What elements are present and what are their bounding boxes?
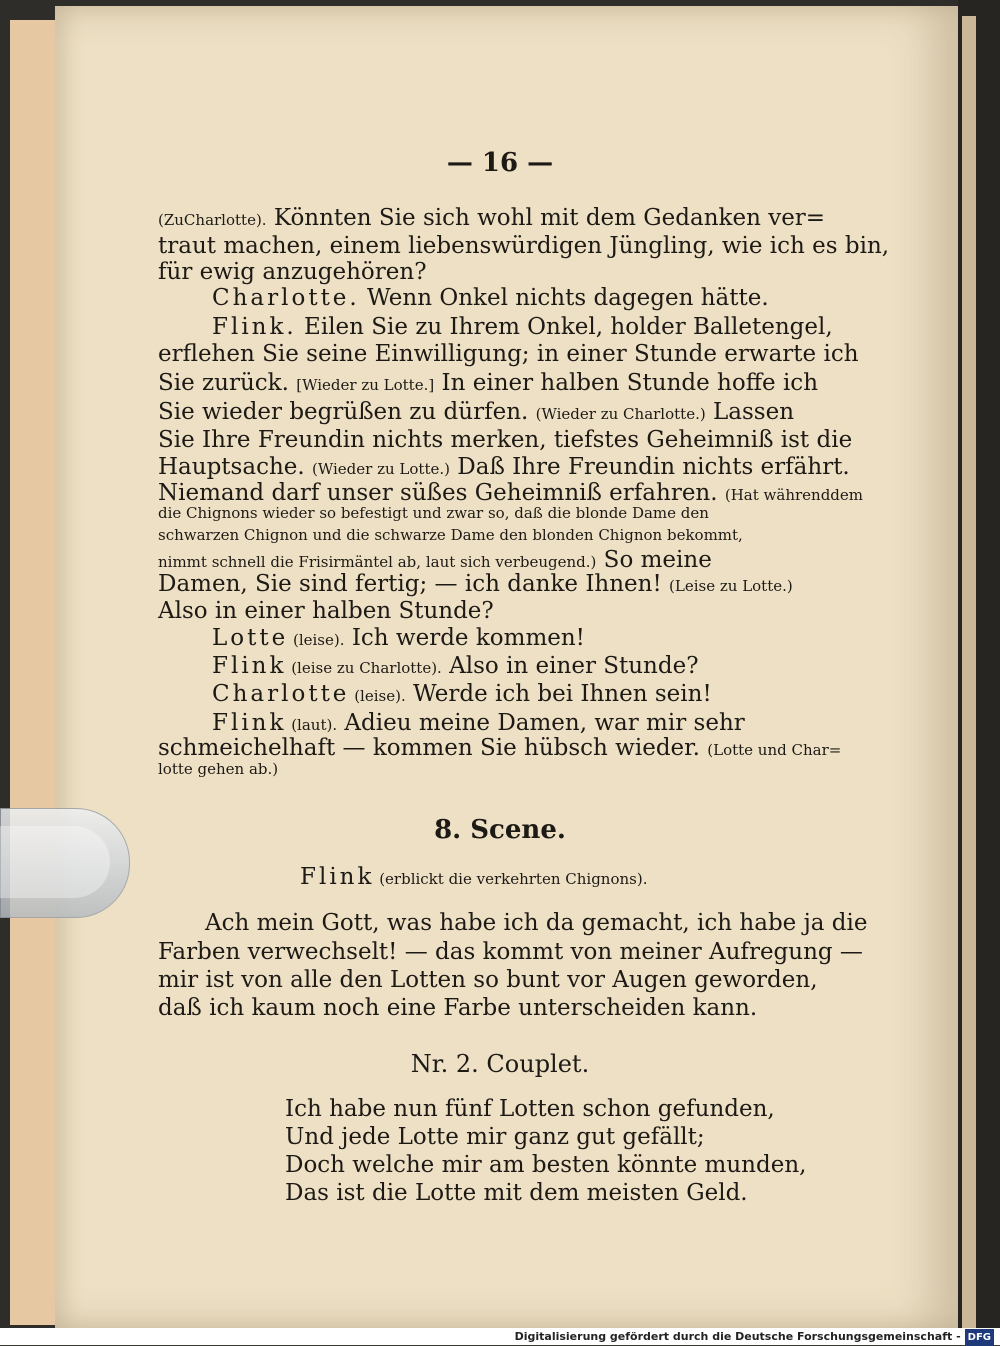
text-line bbox=[158, 372, 834, 395]
line-text: Adieu meine Damen, war mir sehr bbox=[337, 710, 745, 736]
verse-line: Doch welche mir am besten könnte munden, bbox=[285, 1152, 807, 1178]
stage-note: (leise zu Charlotte). bbox=[286, 659, 442, 677]
speaker-name: Flink bbox=[212, 653, 287, 679]
dfg-logo: DFG bbox=[965, 1329, 994, 1346]
stage-note: schwarzen Chignon und die schwarze Dame den blonden Chignon bekommt, bbox=[158, 526, 743, 544]
text-line bbox=[158, 573, 834, 596]
stage-direction bbox=[300, 866, 900, 889]
line-text: Werde ich bei Ihnen sein! bbox=[405, 681, 712, 707]
stage-note: (erblickt die verkehrten Chignons). bbox=[374, 870, 648, 888]
line-text: Also in einer Stunde? bbox=[441, 653, 699, 679]
line-text: Niemand darf unser süßes Geheimniß erfahren. bbox=[158, 480, 725, 506]
verse-line: Und jede Lotte mir ganz gut gefällt; bbox=[285, 1124, 705, 1150]
line-text: Sie Ihre Freundin nichts merken, tiefstes Geheimniß ist die bbox=[158, 427, 853, 453]
speaker-name: Lotte bbox=[212, 625, 289, 651]
page-edge-left bbox=[10, 20, 59, 1325]
text-line bbox=[158, 505, 834, 521]
line-text: Daß Ihre Freundin nichts erfährt. bbox=[449, 454, 850, 480]
text-line bbox=[158, 233, 890, 259]
text-line bbox=[212, 712, 888, 735]
paragraph-line: mir ist von alle den Lotten so bunt vor Augen geworden, bbox=[158, 967, 818, 993]
text-line bbox=[212, 683, 888, 706]
line-text: Könnten Sie sich wohl mit dem Gedanken ver= bbox=[266, 205, 826, 231]
stage-note: (Wieder zu Lotte.) bbox=[312, 460, 450, 478]
stage-note: (Lotte und Char= bbox=[707, 741, 842, 759]
line-text: Wenn Onkel nichts dagegen hätte. bbox=[359, 285, 769, 311]
stage-note: (leise). bbox=[288, 631, 345, 649]
line-text: Also in einer halben Stunde? bbox=[158, 598, 494, 624]
text-line bbox=[212, 627, 888, 650]
line-text: So meine bbox=[596, 547, 712, 573]
line-text: erflehen Sie seine Einwilligung; in einer Stunde erwarte ich bbox=[158, 341, 859, 367]
stage-note: lotte gehen ab.) bbox=[158, 760, 279, 778]
paragraph-line: Farben verwechselt! — das kommt von meiner Aufregung — bbox=[158, 939, 863, 965]
stage-note: (Leise zu Lotte.) bbox=[669, 577, 793, 595]
text-line bbox=[158, 549, 834, 572]
text-line bbox=[158, 600, 834, 623]
couplet-heading: Nr. 2. Couplet. bbox=[410, 1050, 590, 1078]
text-line bbox=[158, 207, 834, 230]
stage-note: (laut). bbox=[286, 716, 338, 734]
text-line bbox=[212, 316, 888, 339]
line-text: In einer halben Stunde hoffe ich bbox=[434, 370, 819, 396]
line-text: Lassen bbox=[705, 399, 795, 425]
stage-note: nimmt schnell die Frisirmäntel ab, laut sich verbeugend.) bbox=[158, 553, 597, 571]
text-line bbox=[158, 261, 834, 284]
speaker-name: Flink bbox=[212, 710, 287, 736]
stage-note: (Hat währenddem bbox=[724, 486, 864, 504]
text-line bbox=[158, 427, 853, 453]
text-line bbox=[158, 480, 864, 506]
line-text: Sie wieder begrüßen zu dürfen. bbox=[158, 399, 536, 425]
line-text: Eilen Sie zu Ihrem Onkel, holder Balletengel, bbox=[296, 314, 833, 340]
text-line bbox=[158, 454, 850, 480]
line-text: Hauptsache. bbox=[158, 454, 312, 480]
next-page-edge bbox=[962, 16, 976, 1328]
stage-note: (ZuCharlotte). bbox=[158, 211, 267, 229]
scene-heading: 8. Scene. bbox=[434, 815, 566, 845]
line-text: Sie zurück. bbox=[158, 370, 297, 396]
line-text: traut machen, einem liebenswürdigen Jüngling, wie ich es bin, bbox=[158, 233, 890, 259]
line-text: schmeichelhaft — kommen Sie hübsch wieder. bbox=[158, 735, 708, 761]
page-number: — 16 — bbox=[446, 148, 554, 178]
paragraph-line: Ach mein Gott, was habe ich da gemacht, ich habe ja die bbox=[205, 910, 868, 936]
text-line bbox=[158, 761, 834, 777]
stage-note: (leise). bbox=[349, 687, 406, 705]
text-line bbox=[158, 527, 834, 543]
speaker-name: Flink bbox=[300, 864, 375, 890]
speaker-name: Flink. bbox=[212, 314, 297, 340]
footer-text: Digitalisierung gefördert durch die Deutsche Forschungsgemeinschaft - bbox=[514, 1330, 961, 1343]
stage-note: (Wieder zu Charlotte.) bbox=[535, 405, 706, 423]
line-text: Ich werde kommen! bbox=[344, 625, 585, 651]
verse-line: Das ist die Lotte mit dem meisten Geld. bbox=[285, 1180, 748, 1206]
text-line bbox=[212, 287, 888, 310]
text-line bbox=[212, 655, 888, 678]
speaker-name: Charlotte bbox=[212, 681, 350, 707]
line-text: Damen, Sie sind fertig; — ich danke Ihnen! bbox=[158, 571, 670, 597]
text-line bbox=[158, 401, 834, 424]
text-line bbox=[158, 735, 842, 761]
speaker-name: Charlotte. bbox=[212, 285, 360, 311]
stage-note: [Wieder zu Lotte.] bbox=[296, 376, 435, 394]
footer-bar bbox=[0, 1328, 1000, 1345]
line-text: für ewig anzugehören? bbox=[158, 259, 427, 285]
text-line bbox=[158, 341, 859, 367]
verse-line: Ich habe nun fünf Lotten schon gefunden, bbox=[285, 1096, 775, 1122]
stage-note: die Chignons wieder so befestigt und zwar so, daß die blonde Dame den bbox=[158, 504, 709, 522]
paragraph-line: daß ich kaum noch eine Farbe unterscheiden kann. bbox=[158, 995, 758, 1021]
